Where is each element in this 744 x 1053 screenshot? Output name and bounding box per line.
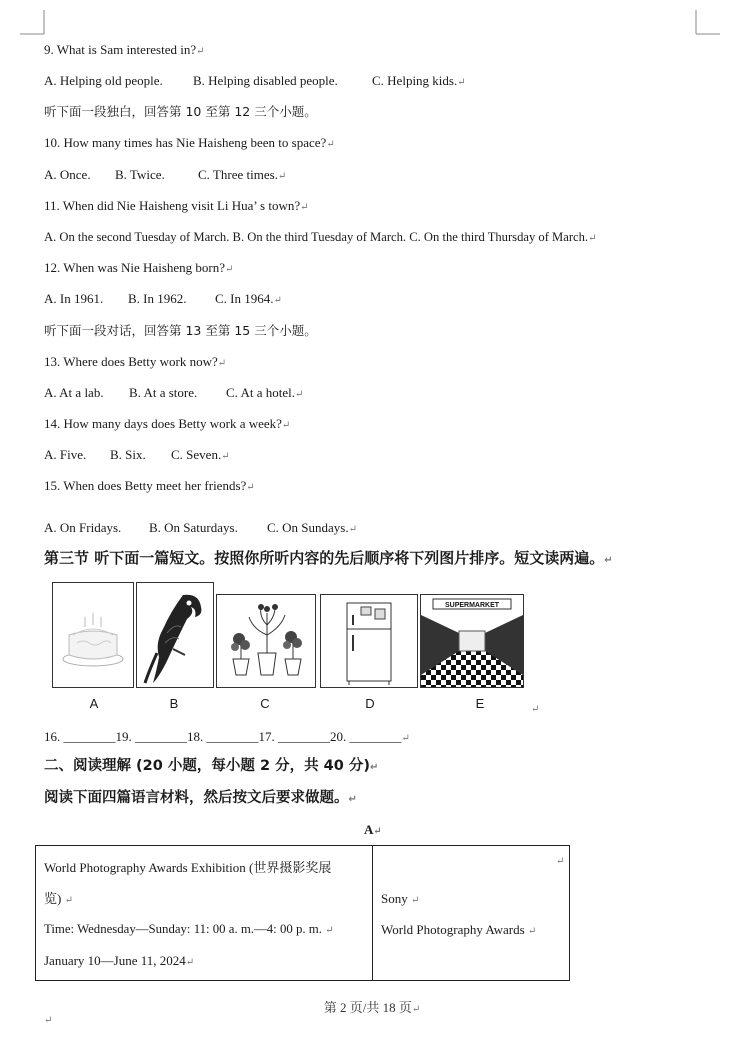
picture-label-a: A — [89, 696, 99, 711]
bottom-return-mark: ↵ — [44, 1015, 53, 1026]
sponsor-name: Sony ↵ — [381, 891, 420, 906]
option-13a: A. At a lab. — [44, 385, 104, 400]
question-14: 14. How many days does Betty work a week?↵ — [44, 416, 291, 431]
fridge-icon — [321, 595, 417, 687]
option-15a: A. On Fridays. — [44, 520, 122, 535]
exhibition-dates: January 10—June 11, 2024↵ — [44, 953, 195, 968]
option-11c: C. On the third Thursday of March. — [409, 230, 589, 244]
options-13: A. At a lab. B. At a store. C. At a hotel.↵ — [44, 385, 304, 400]
option-10a: A. Once. — [44, 167, 91, 182]
corner-mark-top-right — [694, 10, 722, 36]
picture-d — [320, 594, 418, 688]
sponsor-awards: World Photography Awards ↵ — [381, 922, 537, 937]
cake-icon — [53, 583, 133, 687]
part-2-heading: 二、阅读理解 (20 小题，每小题 2 分，共 40 分)↵ — [44, 758, 379, 774]
option-13c: C. At a hotel. — [226, 385, 295, 400]
picture-label-c: C — [260, 696, 270, 711]
instruction-13-15: 听下面一段对话，回答第 13 至第 15 三个小题。 — [44, 323, 317, 338]
supermarket-sign: SUPERMARKET — [444, 602, 500, 609]
table-return-mark: ↵ — [556, 856, 565, 867]
option-14c: C. Seven. — [171, 447, 222, 462]
pictures-return-mark: ↵ — [531, 704, 540, 715]
option-10b: B. Twice. — [115, 167, 165, 182]
exhibition-table — [35, 845, 570, 981]
parrot-icon — [137, 583, 213, 687]
option-12a: A. In 1961. — [44, 291, 104, 306]
section-3-heading: 第三节 听下面一篇短文。按照你所听内容的先后顺序将下列图片排序。短文读两遍。↵ — [44, 549, 613, 567]
option-15b: B. On Saturdays. — [149, 520, 238, 535]
option-14a: A. Five. — [44, 447, 87, 462]
passage-label: A↵ — [364, 822, 382, 837]
options-11: A. On the second Tuesday of March. B. On the third Tuesday of March. C. On the third Thursday of March.↵ — [44, 230, 597, 244]
picture-label-e: E — [475, 696, 485, 711]
options-12: A. In 1961. B. In 1962. C. In 1964.↵ — [44, 291, 282, 306]
picture-row — [52, 582, 532, 712]
options-9: A. Helping old people. B. Helping disabled people. C. Helping kids.↵ — [44, 73, 466, 88]
picture-e — [420, 594, 524, 688]
sponsor-cell — [373, 846, 570, 981]
part-2-instruction: 阅读下面四篇语言材料，然后按文后要求做题。↵ — [44, 790, 357, 806]
picture-c — [216, 594, 316, 688]
question-13: 13. Where does Betty work now?↵ — [44, 354, 227, 369]
option-15c: C. On Sundays. — [267, 520, 349, 535]
corner-mark-top-left — [20, 10, 48, 36]
picture-b — [136, 582, 214, 688]
page-footer: 第 2 页/共 18 页↵ — [323, 1000, 421, 1015]
option-12b: B. In 1962. — [128, 291, 187, 306]
option-10c: C. Three times. — [198, 167, 278, 182]
exhibition-info-cell — [36, 846, 373, 981]
option-11b: B. On the third Tuesday of March. — [232, 230, 407, 244]
options-14: A. Five. B. Six. C. Seven.↵ — [44, 447, 230, 462]
exhibition-title-line2: 览) ↵ — [44, 891, 73, 906]
question-11: 11. When did Nie Haisheng visit Li Hua’ s town?↵ — [44, 198, 309, 213]
question-9: 9. What is Sam interested in?↵ — [44, 42, 205, 57]
options-10: A. Once. B. Twice. C. Three times.↵ — [44, 167, 287, 182]
picture-a — [52, 582, 134, 688]
option-14b: B. Six. — [110, 447, 146, 462]
exhibition-title-line1: World Photography Awards Exhibition (世界摄影奖展 — [44, 860, 332, 875]
instruction-10-12: 听下面一段独白，回答第 10 至第 12 三个小题。 — [44, 104, 317, 119]
flowers-icon — [217, 595, 315, 687]
option-12c: C. In 1964. — [215, 291, 274, 306]
option-13b: B. At a store. — [129, 385, 198, 400]
option-9a: A. Helping old people. — [44, 73, 163, 88]
exhibition-time: Time: Wednesday—Sunday: 11: 00 a. m.—4: 00 p. m. ↵ — [44, 922, 334, 936]
question-10: 10. How many times has Nie Haisheng been to space?↵ — [44, 135, 335, 150]
option-9c: C. Helping kids. — [372, 73, 458, 88]
question-15: 15. When does Betty meet her friends?↵ — [44, 478, 255, 493]
picture-label-d: D — [365, 696, 375, 711]
picture-label-b: B — [169, 696, 179, 711]
option-11a: A. On the second Tuesday of March. — [44, 230, 230, 244]
options-15: A. On Fridays. B. On Saturdays. C. On Sundays.↵ — [44, 520, 358, 535]
answer-line-16-20: 16. ________19. ________18. ________17. ________20. ________↵ — [44, 729, 410, 744]
supermarket-icon — [421, 595, 523, 687]
option-9b: B. Helping disabled people. — [193, 73, 338, 88]
question-12: 12. When was Nie Haisheng born?↵ — [44, 260, 234, 275]
